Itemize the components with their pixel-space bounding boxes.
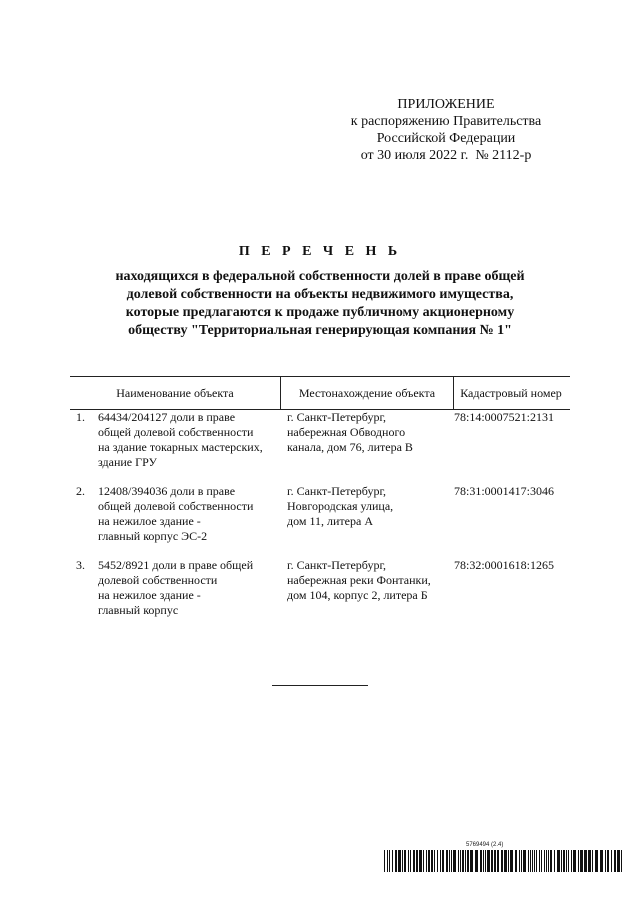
property-table	[70, 376, 570, 632]
object-location-line: г. Санкт-Петербург,	[287, 410, 387, 424]
appendix-line: от 30 июля 2022 г. № 2112-р	[360, 148, 532, 163]
object-name	[98, 484, 282, 544]
appendix-line: ПРИЛОЖЕНИЕ	[397, 97, 495, 112]
object-location	[287, 558, 457, 603]
object-name-line: общей долевой собственности	[98, 499, 254, 513]
object-name-line: 12408/394036 доли в праве	[98, 484, 236, 498]
object-location-line: набережная Обводного	[287, 425, 406, 439]
document-subtitle	[60, 268, 580, 340]
subtitle-line: обществу "Территориальная генерирующая компания № 1"	[128, 323, 512, 338]
object-name	[98, 410, 282, 470]
object-location-line: дом 11, литера А	[287, 514, 373, 528]
table-header	[70, 376, 570, 410]
object-name-line: 64434/204127 доли в праве	[98, 410, 236, 424]
object-name-line: 5452/8921 доли в праве общей	[98, 558, 254, 572]
row-number: 2.	[76, 484, 85, 498]
row-number: 1.	[76, 410, 85, 424]
header-name: Наименование объекта	[116, 385, 234, 400]
header-cadastral: Кадастровый номер	[460, 385, 562, 400]
object-location	[287, 484, 457, 529]
subtitle-line: которые предлагаются к продаже публичному акционерному	[125, 305, 515, 320]
appendix-line: к распоряжению Правительства	[350, 114, 542, 129]
row-number: 3.	[76, 558, 85, 572]
object-name-line: главный корпус	[98, 603, 179, 617]
object-name	[98, 558, 282, 618]
object-name-line: на нежилое здание -	[98, 588, 201, 602]
barcode-caption: 5769494 (2.4)	[466, 842, 504, 848]
object-location-line: г. Санкт-Петербург,	[287, 558, 387, 572]
object-location-line: Новгородская улица,	[287, 499, 394, 513]
object-name-line: на здание токарных мастерских,	[98, 440, 263, 454]
cadastral-number: 78:14:0007521:2131	[454, 410, 555, 424]
object-location	[287, 410, 457, 455]
table-row	[70, 484, 570, 558]
object-location-line: дом 104, корпус 2, литера Б	[287, 588, 428, 602]
appendix-line: Российской Федерации	[376, 131, 516, 146]
object-location-line: набережная реки Фонтанки,	[287, 573, 431, 587]
barcode-image	[384, 850, 622, 872]
object-location-line: канала, дом 76, литера В	[287, 440, 413, 454]
object-name-line: главный корпус ЭС-2	[98, 529, 208, 543]
cadastral-number: 78:32:0001618:1265	[454, 558, 555, 572]
object-name-line: общей долевой собственности	[98, 425, 254, 439]
subtitle-line: находящихся в федеральной собственности долей в праве общей	[115, 269, 525, 284]
object-name-line: на нежилое здание -	[98, 514, 201, 528]
cadastral-number: 78:31:0001417:3046	[454, 484, 555, 498]
table-row	[70, 558, 570, 632]
subtitle-line: долевой собственности на объекты недвижимого имущества,	[126, 287, 514, 302]
object-location-line: г. Санкт-Петербург,	[287, 484, 387, 498]
object-name-line: здание ГРУ	[98, 455, 157, 469]
end-separator-line	[272, 685, 368, 686]
appendix-block	[330, 96, 562, 164]
object-name-line: долевой собственности	[98, 573, 218, 587]
document-title: П Е Р Е Ч Е Н Ь	[238, 244, 402, 259]
table-row	[70, 410, 570, 484]
header-location: Местонахождение объекта	[280, 377, 454, 409]
